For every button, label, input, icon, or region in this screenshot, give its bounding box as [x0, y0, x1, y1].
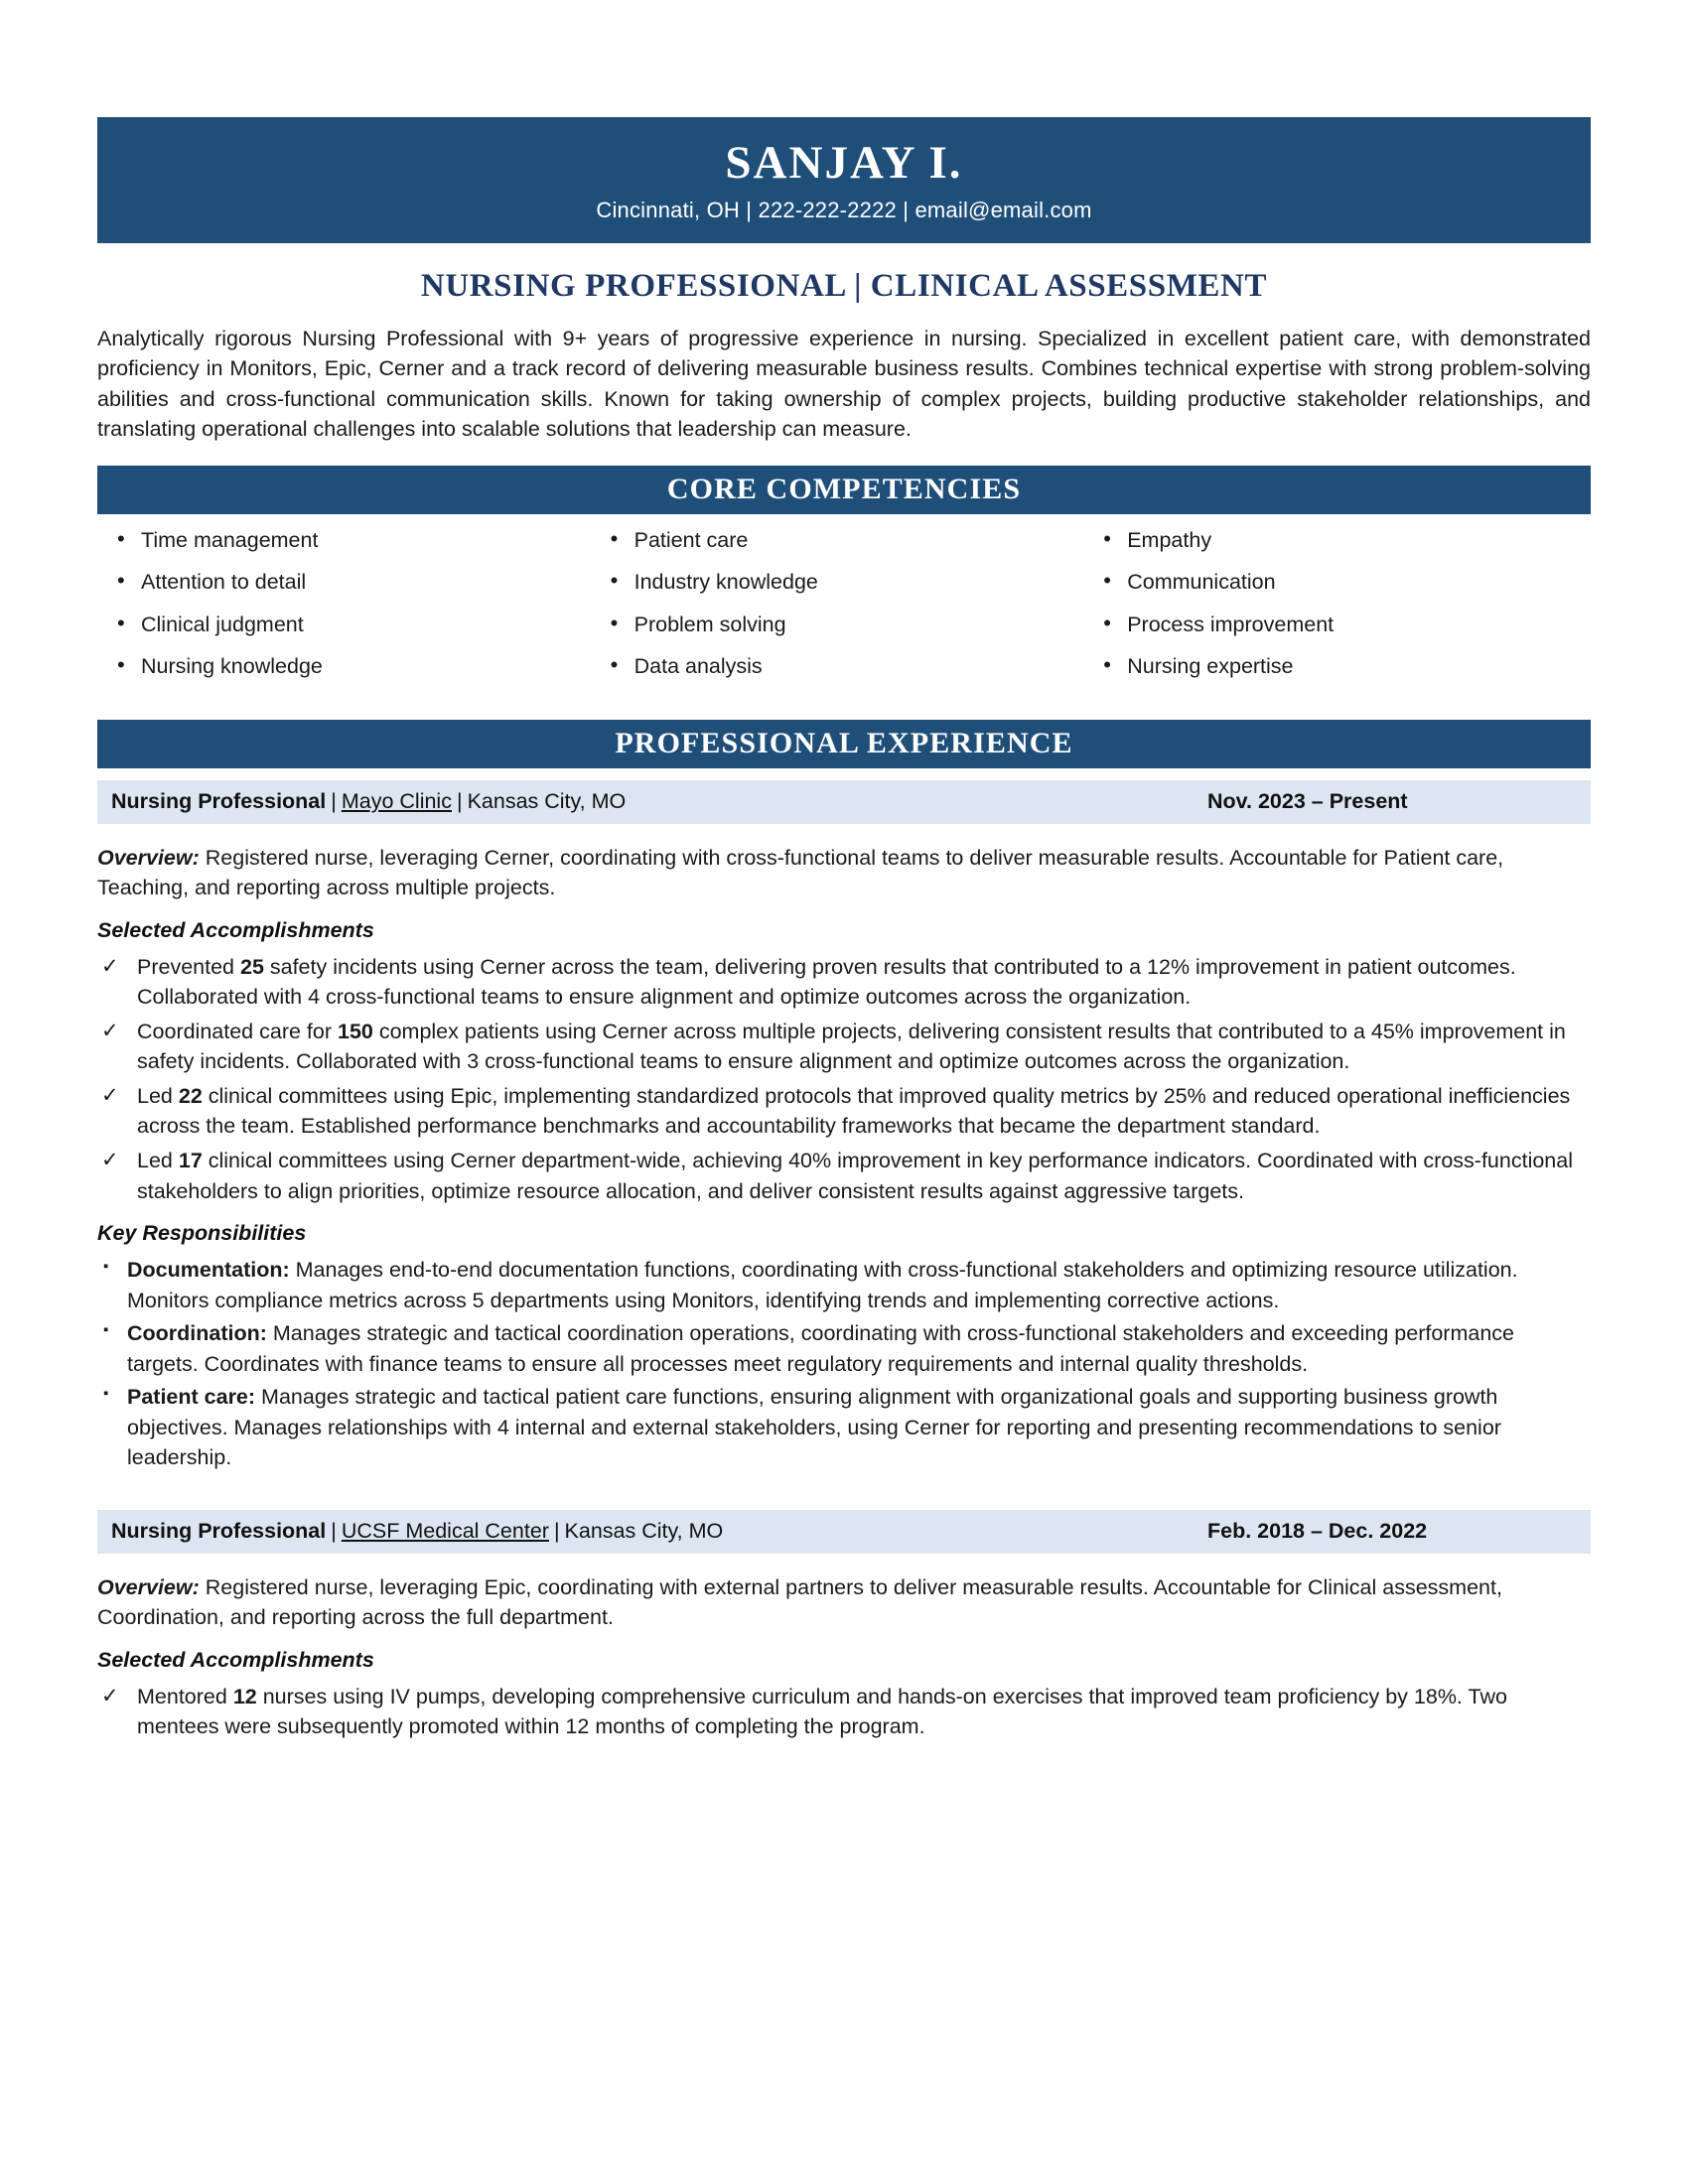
job-identity: [111, 1519, 1207, 1544]
accomplishment-rest: clinical committees using Epic, implementing standardized protocols that improved quality metrics by 25% and reduced operational inefficiencies across the team. Established performance benchmarks and accountability frameworks that became the department standard.: [137, 1083, 1571, 1139]
overview-text: Registered nurse, leveraging Epic, coordinating with external partners to deliver measurable results. Accountable for Clinical assessment, Coordination, and reporting across the full department.: [97, 1574, 1502, 1630]
competency-column-2: [605, 527, 1098, 699]
core-competencies-grid: [97, 527, 1591, 699]
competency-item: • Nursing expertise: [1097, 656, 1591, 699]
accomplishment-lead: Led: [137, 1149, 179, 1172]
accomplishment-lead: Mentored: [137, 1684, 233, 1708]
competency-item: • Clinical judgment: [111, 614, 605, 657]
competency-item: • Problem solving: [605, 614, 1098, 657]
square-bullet-icon: ▪: [103, 1321, 109, 1339]
responsibility-label: Documentation:: [127, 1258, 290, 1283]
check-icon: ✓: [101, 1083, 119, 1107]
professional-headline: NURSING PROFESSIONAL | CLINICAL ASSESSMENT: [420, 267, 1268, 304]
competency-item: • Empathy: [1097, 530, 1591, 573]
responsibilities-heading: Key Responsibilities: [97, 1221, 307, 1246]
accomplishments-heading: Selected Accomplishments: [97, 917, 374, 942]
accomplishment-item: [97, 1682, 1591, 1742]
accomplishment-rest: nurses using IV pumps, developing comprehensive curriculum and hands-on exercises that improved team proficiency by 18%. Two mentees were subsequently promoted within 12 months of completing the program.: [137, 1684, 1507, 1739]
responsibility-item: [97, 1318, 1591, 1379]
check-icon: ✓: [101, 1149, 119, 1171]
square-bullet-icon: ▪: [103, 1385, 109, 1403]
job-title: Nursing Professional: [111, 788, 327, 813]
square-bullet-icon: ▪: [103, 1258, 109, 1276]
competency-item: • Time management: [111, 530, 605, 573]
accomplishment-rest: clinical committees using Cerner department-wide, achieving 40% improvement in key performance indicators. Coordinated with cross-functional stakeholders to align priorities, optimize resource allocation, and deliver consistent results against aggressive targets.: [137, 1149, 1573, 1203]
job-header-band: [97, 780, 1591, 824]
separator: |: [331, 788, 337, 813]
job-location: Kansas City, MO: [467, 788, 627, 813]
responsibility-label: Patient care:: [127, 1385, 256, 1410]
accomplishment-item: [97, 1081, 1591, 1142]
responsibilities-list: [97, 1255, 1591, 1473]
job-header-band: [97, 1510, 1591, 1554]
competency-item: • Communication: [1097, 572, 1591, 614]
job-location: Kansas City, MO: [564, 1518, 724, 1543]
job-identity: [111, 789, 1207, 814]
overview-label: Overview:: [97, 845, 200, 870]
resume-header-band: [97, 117, 1591, 243]
check-icon: ✓: [101, 1019, 119, 1042]
accomplishment-metric: 12: [232, 1684, 257, 1708]
overview-label: Overview:: [97, 1574, 200, 1599]
separator: |: [456, 788, 463, 813]
accomplishments-heading: Selected Accomplishments: [97, 1647, 374, 1672]
check-icon: ✓: [101, 1684, 119, 1707]
responsibility-text: Manages strategic and tactical patient care functions, ensuring alignment with organizational goals and supporting business growth objectives. Manages relationships with 4 internal and external stakeholders, using Cerner for reporting and presenting recommendations to senior leadership.: [127, 1385, 1501, 1470]
job-title: Nursing Professional: [111, 1518, 327, 1543]
competency-column-3: [1097, 527, 1591, 699]
responsibility-text: Manages end-to-end documentation functions, coordinating with cross-functional stakeholders and optimizing resource utilization. Monitors compliance metrics across 5 departments using Monitors, identifying trends and implementing corrective actions.: [127, 1258, 1518, 1312]
competency-item: • Patient care: [605, 530, 1098, 573]
responsibility-item: [97, 1255, 1591, 1315]
accomplishment-rest: complex patients using Cerner across multiple projects, delivering consistent results that contributed to a 45% improvement in safety incidents. Collaborated with 3 cross-functional teams to ensure alignment and optimize outcomes across the organization.: [137, 1019, 1566, 1074]
section-title-professional-experience: PROFESSIONAL EXPERIENCE: [97, 720, 1591, 768]
separator: |: [553, 1518, 560, 1543]
responsibility-item: [97, 1382, 1591, 1473]
accomplishment-lead: Coordinated care for: [137, 1019, 338, 1043]
candidate-name: SANJAY I.: [725, 137, 963, 189]
contact-line: Cincinnati, OH | 222-222-2222 | email@email.com: [596, 197, 1092, 222]
spacer: [97, 1476, 1591, 1498]
accomplishment-lead: Led: [137, 1083, 179, 1108]
competency-item: • Attention to detail: [111, 572, 605, 614]
competency-item: • Nursing knowledge: [111, 656, 605, 699]
summary-paragraph: Analytically rigorous Nursing Professional with 9+ years of progressive experience in nursing. Specialized in excellent patient care, with demonstrated proficiency in Monitors, Epic, Cerner and a track record of delivering measurable business results. Combines technical expertise with strong problem-solving abilities and cross-functional communication skills. Known for taking ownership of complex projects, building productive stakeholder relationships, and translating operational challenges into scalable solutions that leadership can measure.: [97, 326, 1591, 442]
job-dates: Feb. 2018 – Dec. 2022: [1207, 1518, 1428, 1543]
accomplishment-item: [97, 1017, 1591, 1077]
section-title-core-competencies: CORE COMPETENCIES: [97, 466, 1591, 514]
accomplishment-metric: 25: [239, 954, 264, 979]
job-overview: [97, 1572, 1591, 1633]
responsibility-label: Coordination:: [127, 1321, 267, 1346]
accomplishment-metric: 22: [178, 1083, 203, 1108]
accomplishments-list: [97, 952, 1591, 1206]
competency-item: • Process improvement: [1097, 614, 1591, 657]
separator: |: [331, 1518, 337, 1543]
job-dates: Nov. 2023 – Present: [1207, 788, 1408, 813]
competency-column-1: [111, 527, 605, 699]
competency-item: • Industry knowledge: [605, 572, 1098, 614]
accomplishment-rest: safety incidents using Cerner across the team, delivering proven results that contributed to a 12% improvement in patient outcomes. Collaborated with 4 cross-functional teams to ensure alignment and optimize outcomes across the organization.: [137, 954, 1516, 1010]
check-icon: ✓: [101, 954, 119, 978]
accomplishments-list: [97, 1682, 1591, 1742]
job-company: UCSF Medical Center: [341, 1518, 549, 1543]
accomplishment-metric: 150: [337, 1019, 373, 1043]
job-overview: [97, 843, 1591, 903]
accomplishment-metric: 17: [178, 1149, 203, 1172]
accomplishment-lead: Prevented: [137, 954, 240, 979]
overview-text: Registered nurse, leveraging Cerner, coordinating with cross-functional teams to deliver measurable results. Accountable for Patient care, Teaching, and reporting across multiple projects.: [97, 845, 1504, 900]
accomplishment-item: [97, 952, 1591, 1013]
responsibility-text: Manages strategic and tactical coordination operations, coordinating with cross-functional stakeholders and exceeding performance targets. Coordinates with finance teams to ensure all processes meet regulatory requirements and internal quality thresholds.: [127, 1321, 1515, 1376]
competency-item: • Data analysis: [605, 656, 1098, 699]
accomplishment-item: [97, 1146, 1591, 1206]
job-company: Mayo Clinic: [341, 788, 452, 813]
